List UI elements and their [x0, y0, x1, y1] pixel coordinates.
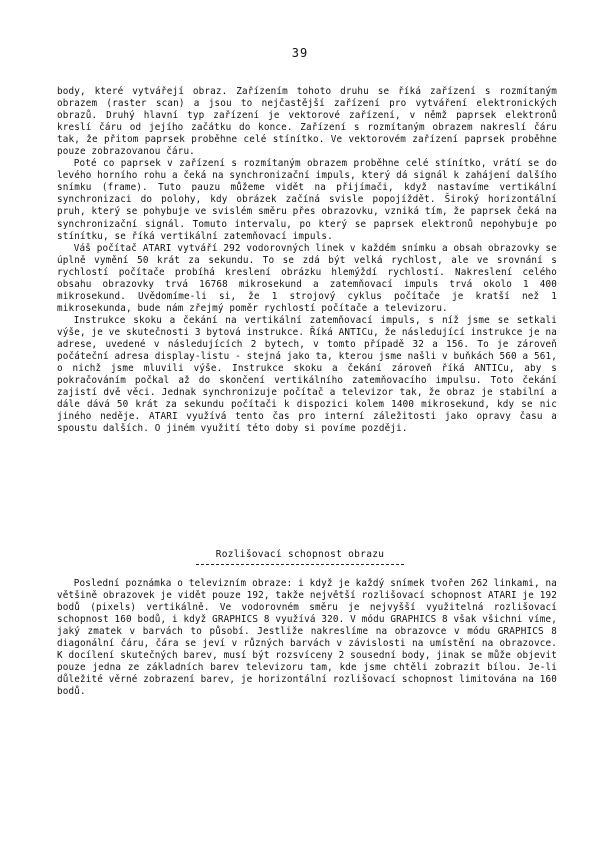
paragraph: Váš počítač ATARI vytváří 292 vodorovných linek v každém snímku a obsah obrazovky se úplně vymění 50 krát za sekundu. To se zdá být velká rychlost, ale ve srovnání s rychlostí počítače probíhá kreslení obrázku hlemýždí rychlostí. Nakreslení celého obsahu obrazovky trvá 16768 mikrosekund a zatemňovací impuls trvá okolo 1 400 mikrosekund. Uvědomíme-li si, že 1 strojový cyklus počítače je kratší než 1 mikrosekunda, bude nám zřejmý poměr rychlostí počítače a televizoru.	[57, 242, 557, 314]
section-text	[57, 578, 557, 698]
body-text	[57, 86, 557, 435]
paragraph: Instrukce skoku a čekání na vertikální zatemňovací impuls, s níž jsme se setkali výše, je ve skutečnosti 3 bytová instrukce. Říká ANTICu, že následující instrukce je na adrese, uvedené v následujících 2 bytech, v tomto případě 32 a 156. To je zároveň počáteční adresa display-listu - stejná jako ta, kterou jsme našli v buňkách 560 a 561, o nichž jsme mluvili výše. Instrukce skoku a čekání zároveň říká ANTICu, aby s pokračováním počkal až do skončení vertikálního zatemňovacího impulsu. Toto čekání zajistí dvě věci. Jednak synchronizuje počítač a televizor tak, že obraz je stabilní a dále dává 50 krát za sekundu počítači k dispozici kolem 1400 mikrosekund, kdy se nic jiného neděje. ATARI využívá tento čas pro interní záležitosti jako opravy času a spoustu dalších. O jiném využití této doby si povíme později.	[57, 314, 558, 435]
page-number: 39	[291, 46, 309, 60]
paragraph: Poslední poznámka o televizním obraze: i když je každý snímek tvořen 262 linkami, na většině obrazovek je vidět pouze 192, takže největší rozlišovací schopnost ATARI je 192 bodů (pixels) vertikálně. Ve vodorovném směru je nejvyšší využitelná rozlišovací schopnost 160 bodů, i když GRAPHICS 8 využívá 320. V módu GRAPHICS 8 však všichni víme, jaký zmatek v barvách to působí. Jestliže nakreslíme na obrazovce v módu GRAPHICS 8 diagonální čáru, čára se jeví v různých barvách v závislosti na umístění na obrazovce. K docílení skutečných barev, musí být rozsvíceny 2 sousední body, jinak se může objevit pouze jedna ze základních barev televizoru tam, kde jsme chtěli zobrazit bílou. Je-li důležité věrné zobrazení barev, je horizontální rozlišovací schopnost limitována na 160 bodů.	[57, 578, 558, 698]
section-heading: Rozlišovací schopnost obrazu	[215, 549, 385, 560]
paragraph: body, které vytvářejí obraz. Zařízením tohoto druhu se říká zařízení s rozmítaným obrazem (raster scan) a jsou to nejčastější zařízení pro vytváření elektronických obrazů. Druhý hlavní typ zařízení je vektorové zařízení, v němž paprsek elektronů kreslí čáru od jejího začátku do konce. Zařízení s rozmítaným obrazem nakreslí čáru tak, že přitom paprsek proběhne celé stínítko. Ve vektorovém zařízení paprsek proběhne pouze zobrazovanou čáru.	[57, 86, 557, 158]
paragraph: Poté co paprsek v zařízení s rozmítaným obrazem proběhne celé stínítko, vrátí se do levého horního rohu a čeká na synchronizační impuls, který dá signál k zahájení dalšího snímku (frame). Tuto pauzu můžeme vidět na přijímači, když nastavíme vertikální synchronizaci do polohy, kdy obrázek začíná svisle popojíždět. Široký horizontální pruh, který se pohybuje ve svislém směru přes obrazovku, vzniká tím, že paprsek čeká na synchronizační signál. Tomuto intervalu, po který se paprsek elektronů nepohybuje po stínítku, se říká vertikální zatemňovací impuls.	[57, 158, 558, 242]
heading-underline	[196, 564, 404, 565]
